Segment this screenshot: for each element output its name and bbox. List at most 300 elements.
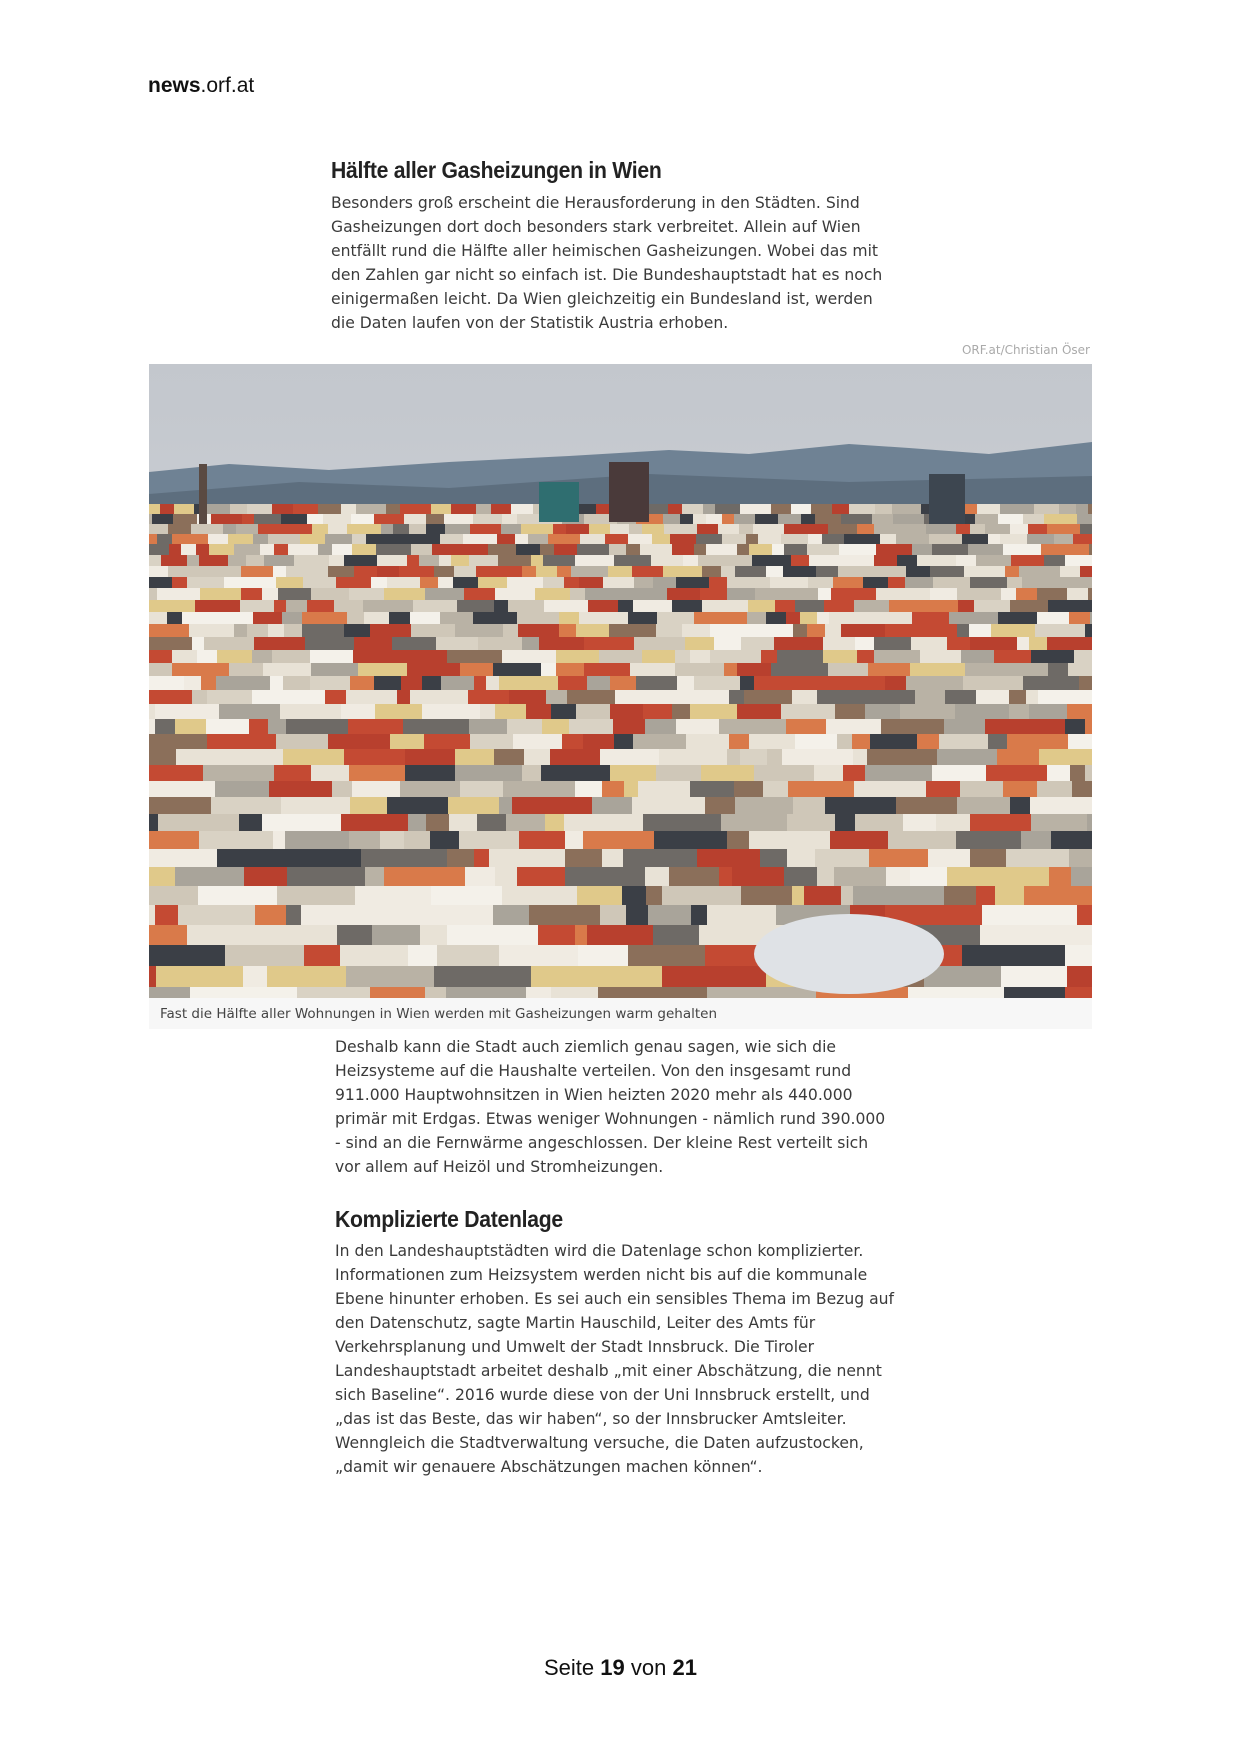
building-block (517, 514, 542, 524)
text-line: primär mit Erdgas. Etwas weniger Wohnungen - nämlich rund 390.000 (335, 1110, 886, 1128)
building-block (1054, 534, 1073, 545)
building-block (338, 514, 351, 524)
text-line: „das ist das Beste, das wir haben“, so der Innsbrucker Amtsleiter. (335, 1410, 847, 1428)
building-block (169, 544, 181, 556)
building-block (758, 534, 781, 545)
building-block (174, 504, 194, 514)
building-block (629, 524, 642, 535)
building-block (642, 524, 664, 535)
building-block (703, 504, 715, 514)
building-block (739, 524, 753, 535)
building-block (393, 524, 409, 535)
building-block (811, 504, 832, 514)
building-block (605, 534, 628, 545)
building-block (1023, 514, 1044, 524)
tower (539, 482, 579, 522)
site-name (148, 74, 254, 98)
vienna-skyline-photo (149, 364, 1092, 998)
building-block (425, 987, 446, 998)
building-block (149, 514, 152, 524)
building-block (892, 588, 930, 602)
building-block (589, 524, 610, 535)
tower (199, 464, 207, 524)
building-block (303, 544, 318, 556)
building-block (160, 504, 174, 514)
building-block (376, 544, 411, 556)
building-block (1044, 555, 1065, 567)
building-block (374, 514, 404, 524)
building-block (976, 555, 1011, 567)
building-block (349, 588, 384, 602)
building-block (908, 987, 1004, 998)
building-block (352, 534, 366, 545)
building-block (511, 504, 533, 514)
building-block (628, 534, 652, 545)
building-block (682, 504, 703, 514)
building-block (680, 514, 693, 524)
city-image (149, 364, 1092, 998)
building-block (652, 534, 670, 545)
building-block (580, 534, 605, 545)
building-block (831, 588, 876, 602)
building-block (323, 514, 338, 524)
building-block (718, 524, 739, 535)
page-footer (0, 1655, 1241, 1681)
building-block (464, 588, 495, 602)
building-block (407, 555, 419, 567)
text-line: vor allem auf Heizöl und Stromheizungen. (335, 1158, 664, 1176)
building-block (906, 524, 926, 535)
building-block (181, 544, 196, 556)
building-block (970, 524, 985, 535)
building-block (400, 504, 431, 514)
text-line: Besonders groß erscheint die Herausforderung in den Städten. Sind (331, 194, 860, 212)
building-block (236, 524, 258, 535)
building-block (696, 534, 722, 545)
building-block (755, 588, 782, 602)
building-block (1077, 514, 1092, 524)
building-block (801, 514, 815, 524)
building-block (419, 555, 439, 567)
building-block (809, 555, 840, 567)
building-block (727, 588, 755, 602)
building-block (491, 504, 511, 514)
building-block (844, 534, 880, 545)
tower (609, 462, 649, 522)
text-line: Verkehrsplanung und Umwelt der Stadt Innsbruck. Die Tiroler (335, 1338, 815, 1356)
building-block (956, 555, 976, 567)
building-block (352, 544, 376, 556)
building-block (297, 987, 370, 998)
building-block (598, 987, 707, 998)
building-block (149, 544, 169, 556)
building-block (698, 555, 724, 567)
building-block (230, 504, 247, 514)
building-block (668, 504, 682, 514)
building-block (384, 588, 425, 602)
building-block (444, 514, 457, 524)
building-block (553, 524, 566, 535)
building-block (897, 555, 917, 567)
building-block (1088, 588, 1092, 602)
building-block (1080, 524, 1092, 535)
building-block (521, 524, 553, 535)
building-block (1073, 534, 1092, 545)
building-block (502, 514, 517, 524)
building-block (528, 534, 548, 545)
building-block (515, 534, 528, 545)
building-block (1088, 504, 1092, 514)
building-block (749, 544, 772, 556)
building-block (242, 514, 254, 524)
text-line: Heizsysteme auf die Haushalte verteilen. Von den insgesamt rund (335, 1062, 852, 1080)
building-block (366, 534, 387, 545)
text-line: Ebene hinunter erhoben. Es sei auch ein sensibles Thema im Bezug auf (335, 1290, 895, 1308)
building-block (278, 588, 311, 602)
building-block (169, 588, 200, 602)
building-block (1018, 504, 1034, 514)
caption-strip (149, 998, 1092, 1029)
site-name-bold: news (148, 74, 201, 97)
building-block (426, 514, 444, 524)
current-page: 19 (600, 1655, 625, 1680)
building-block (535, 588, 570, 602)
building-block (808, 524, 828, 535)
building-block (381, 524, 393, 535)
building-block (667, 588, 700, 602)
building-block (722, 534, 746, 545)
building-block (246, 555, 264, 567)
building-block (737, 544, 749, 556)
building-block (543, 555, 575, 567)
building-block (784, 524, 808, 535)
building-block (456, 544, 488, 556)
building-block (294, 555, 329, 567)
building-block (1037, 588, 1067, 602)
building-block (663, 514, 680, 524)
building-block (554, 544, 577, 556)
building-block (311, 588, 349, 602)
building-block (347, 524, 381, 535)
building-block (610, 524, 629, 535)
building-block (190, 987, 297, 998)
building-block (439, 555, 451, 567)
building-block (626, 544, 640, 556)
building-block (926, 524, 956, 535)
building-block (722, 514, 734, 524)
building-block (157, 534, 172, 545)
text-line: den Zahlen gar nicht so einfach ist. Die Bundeshauptstadt hat es noch (331, 266, 883, 284)
building-block (1065, 987, 1092, 998)
building-block (874, 555, 897, 567)
photo-credit: ORF.at/Christian Öser (961, 343, 1090, 357)
building-block (614, 555, 651, 567)
building-block (281, 514, 307, 524)
building-block (149, 588, 157, 602)
text-line: 911.000 Hauptwohnsitzen in Wien heizten 2020 mehr als 440.000 (335, 1086, 853, 1104)
building-block (683, 555, 698, 567)
building-block (531, 555, 543, 567)
building-block (149, 524, 168, 535)
building-block (664, 524, 697, 535)
building-block (1041, 544, 1068, 556)
building-block (497, 534, 515, 545)
photo-caption: Fast die Hälfte aller Wohnungen in Wien werden mit Gasheizungen warm gehalten (160, 1006, 718, 1022)
text-line: die Daten laufen von der Statistik Austria erhoben. (331, 314, 729, 332)
building-block (1004, 987, 1065, 998)
building-block (694, 544, 706, 556)
building-block (874, 524, 906, 535)
building-block (1034, 504, 1059, 514)
building-block (548, 534, 580, 545)
building-block (998, 514, 1023, 524)
building-block (377, 555, 407, 567)
building-block (409, 524, 426, 535)
building-block (293, 504, 318, 514)
footer-middle: von (630, 1655, 667, 1680)
paragraph-1 (331, 191, 911, 335)
building-block (1025, 544, 1041, 556)
building-block (318, 504, 341, 514)
building-block (929, 534, 962, 545)
building-block (791, 555, 809, 567)
building-block (782, 588, 818, 602)
building-block (752, 555, 791, 567)
building-block (566, 524, 589, 535)
text-line: In den Landeshauptstädten wird die Datenlage schon komplizierter. (335, 1242, 864, 1260)
building-block (828, 524, 857, 535)
building-block (808, 534, 822, 545)
building-block (693, 514, 706, 524)
building-block (651, 555, 683, 567)
paragraph-3 (335, 1239, 915, 1479)
building-block (325, 534, 352, 545)
building-block (1076, 504, 1088, 514)
building-block (268, 534, 300, 545)
building-block (463, 534, 497, 545)
building-block (168, 524, 191, 535)
building-block (957, 588, 1001, 602)
building-block (975, 514, 998, 524)
building-block (670, 534, 696, 545)
building-block (253, 534, 268, 545)
building-block (962, 534, 988, 545)
building-block (288, 544, 303, 556)
building-block (912, 544, 932, 556)
building-block (173, 514, 197, 524)
building-block (469, 555, 498, 567)
building-block (526, 987, 551, 998)
building-block (432, 544, 456, 556)
building-block (300, 534, 325, 545)
building-block (540, 544, 554, 556)
building-block (149, 555, 161, 567)
building-block (880, 534, 896, 545)
building-block (740, 504, 771, 514)
building-block (746, 534, 758, 545)
building-block (247, 504, 272, 514)
building-block (228, 534, 253, 545)
building-block (724, 555, 752, 567)
total-pages: 21 (672, 1655, 697, 1680)
text-line: „damit wir genauere Abschätzungen machen können“. (335, 1458, 763, 1476)
building-block (1065, 555, 1092, 567)
building-block (191, 524, 223, 535)
building-block (451, 504, 476, 514)
building-block (841, 514, 872, 524)
building-block (254, 514, 281, 524)
building-block (1016, 588, 1037, 602)
building-block (470, 524, 501, 535)
building-block (328, 524, 347, 535)
building-block (985, 524, 1010, 535)
text-line: - sind an die Fernwärme angeschlossen. Der kleine Rest verteilt sich (335, 1134, 869, 1152)
building-block (157, 588, 169, 602)
text-line: Deshalb kann die Stadt auch ziemlich genau sagen, wie sich die (335, 1038, 837, 1056)
footer-prefix: Seite (544, 1655, 595, 1680)
building-block (387, 534, 417, 545)
building-block (791, 504, 811, 514)
building-block (832, 504, 849, 514)
building-block (707, 987, 801, 998)
building-block (628, 588, 667, 602)
building-block (1047, 524, 1080, 535)
building-block (152, 514, 173, 524)
text-line: Wenngleich die Stadtverwaltung versuche, die Daten aufzustocken, (335, 1434, 864, 1452)
building-block (697, 524, 718, 535)
building-block (575, 555, 614, 567)
building-block (876, 588, 892, 602)
building-block (199, 555, 228, 567)
section-heading-wien: Hälfte aller Gasheizungen in Wien (331, 157, 662, 183)
building-block (778, 514, 801, 524)
building-block (223, 524, 236, 535)
building-block (876, 544, 912, 556)
building-block (307, 514, 323, 524)
building-block (706, 544, 737, 556)
building-block (356, 504, 386, 514)
building-block (473, 514, 502, 524)
building-block (417, 534, 440, 545)
building-block (1067, 588, 1088, 602)
building-block (755, 514, 778, 524)
building-block (1089, 544, 1092, 556)
building-block (771, 504, 791, 514)
building-block (264, 555, 294, 567)
building-block (207, 504, 230, 514)
building-block (451, 555, 469, 567)
building-block (149, 504, 160, 514)
building-block (893, 514, 924, 524)
building-block (172, 534, 208, 545)
text-line: Informationen zum Heizsystem werden nicht bis auf die kommunale (335, 1266, 868, 1284)
building-block (857, 524, 874, 535)
building-block (822, 534, 844, 545)
building-block (312, 524, 328, 535)
building-block (187, 555, 199, 567)
building-block (715, 504, 740, 514)
building-block (196, 544, 209, 556)
building-block (386, 504, 400, 514)
building-block (818, 588, 831, 602)
building-block (161, 555, 187, 567)
building-block (431, 504, 451, 514)
building-block (411, 544, 432, 556)
building-block (577, 544, 609, 556)
building-block (781, 534, 808, 545)
round-building (754, 914, 944, 994)
building-block (977, 504, 1000, 514)
building-block (1003, 544, 1025, 556)
building-block (839, 544, 876, 556)
building-block (329, 555, 344, 567)
building-block (234, 544, 260, 556)
building-block (332, 544, 352, 556)
building-block (1011, 555, 1044, 567)
building-block (640, 544, 672, 556)
text-line: sich Baseline“. 2016 wurde diese von der Uni Innsbruck erstellt, und (335, 1386, 870, 1404)
building-block (1000, 534, 1027, 545)
building-block (440, 534, 463, 545)
building-block (580, 504, 596, 514)
building-block (872, 514, 893, 524)
building-block (260, 544, 274, 556)
tower (929, 474, 965, 524)
building-block (241, 588, 262, 602)
building-block (570, 588, 585, 602)
building-block (211, 514, 242, 524)
building-block (706, 514, 722, 524)
building-block (956, 524, 970, 535)
text-line: einigermaßen leicht. Da Wien gleichzeitig ein Bundesland ist, werden (331, 290, 873, 308)
building-block (517, 555, 531, 567)
building-block (498, 555, 517, 567)
building-block (501, 524, 521, 535)
building-block (272, 504, 293, 514)
building-block (892, 504, 921, 514)
building-block (917, 555, 956, 567)
building-block (672, 544, 694, 556)
building-block (228, 555, 246, 567)
building-block (262, 588, 278, 602)
text-line: den Datenschutz, sagte Martin Hauschild, Leiter des Amts für (335, 1314, 816, 1332)
building-block (734, 514, 755, 524)
building-block (495, 588, 535, 602)
building-block (1010, 524, 1028, 535)
building-block (815, 514, 841, 524)
building-block (772, 544, 784, 556)
building-block (585, 588, 628, 602)
building-block (551, 987, 598, 998)
building-block (344, 555, 377, 567)
building-block (341, 504, 356, 514)
building-block (784, 544, 807, 556)
building-block (351, 514, 374, 524)
building-block (425, 588, 464, 602)
building-block (1044, 514, 1077, 524)
building-block (318, 544, 332, 556)
building-block (446, 987, 526, 998)
text-line: entfällt rund die Hälfte aller heimischen Gasheizungen. Wobei das mit (331, 242, 879, 260)
building-block (200, 588, 241, 602)
text-line: Gasheizungen dort doch besonders stark verbreitet. Allein auf Wien (331, 218, 861, 236)
building-block (1028, 524, 1047, 535)
section-heading-datenlage: Komplizierte Datenlage (335, 1206, 563, 1232)
building-block (258, 524, 285, 535)
building-block (209, 544, 234, 556)
building-block (1068, 544, 1089, 556)
text-line: Landeshauptstadt arbeitet deshalb „mit einer Abschätzung, die nennt (335, 1362, 882, 1380)
